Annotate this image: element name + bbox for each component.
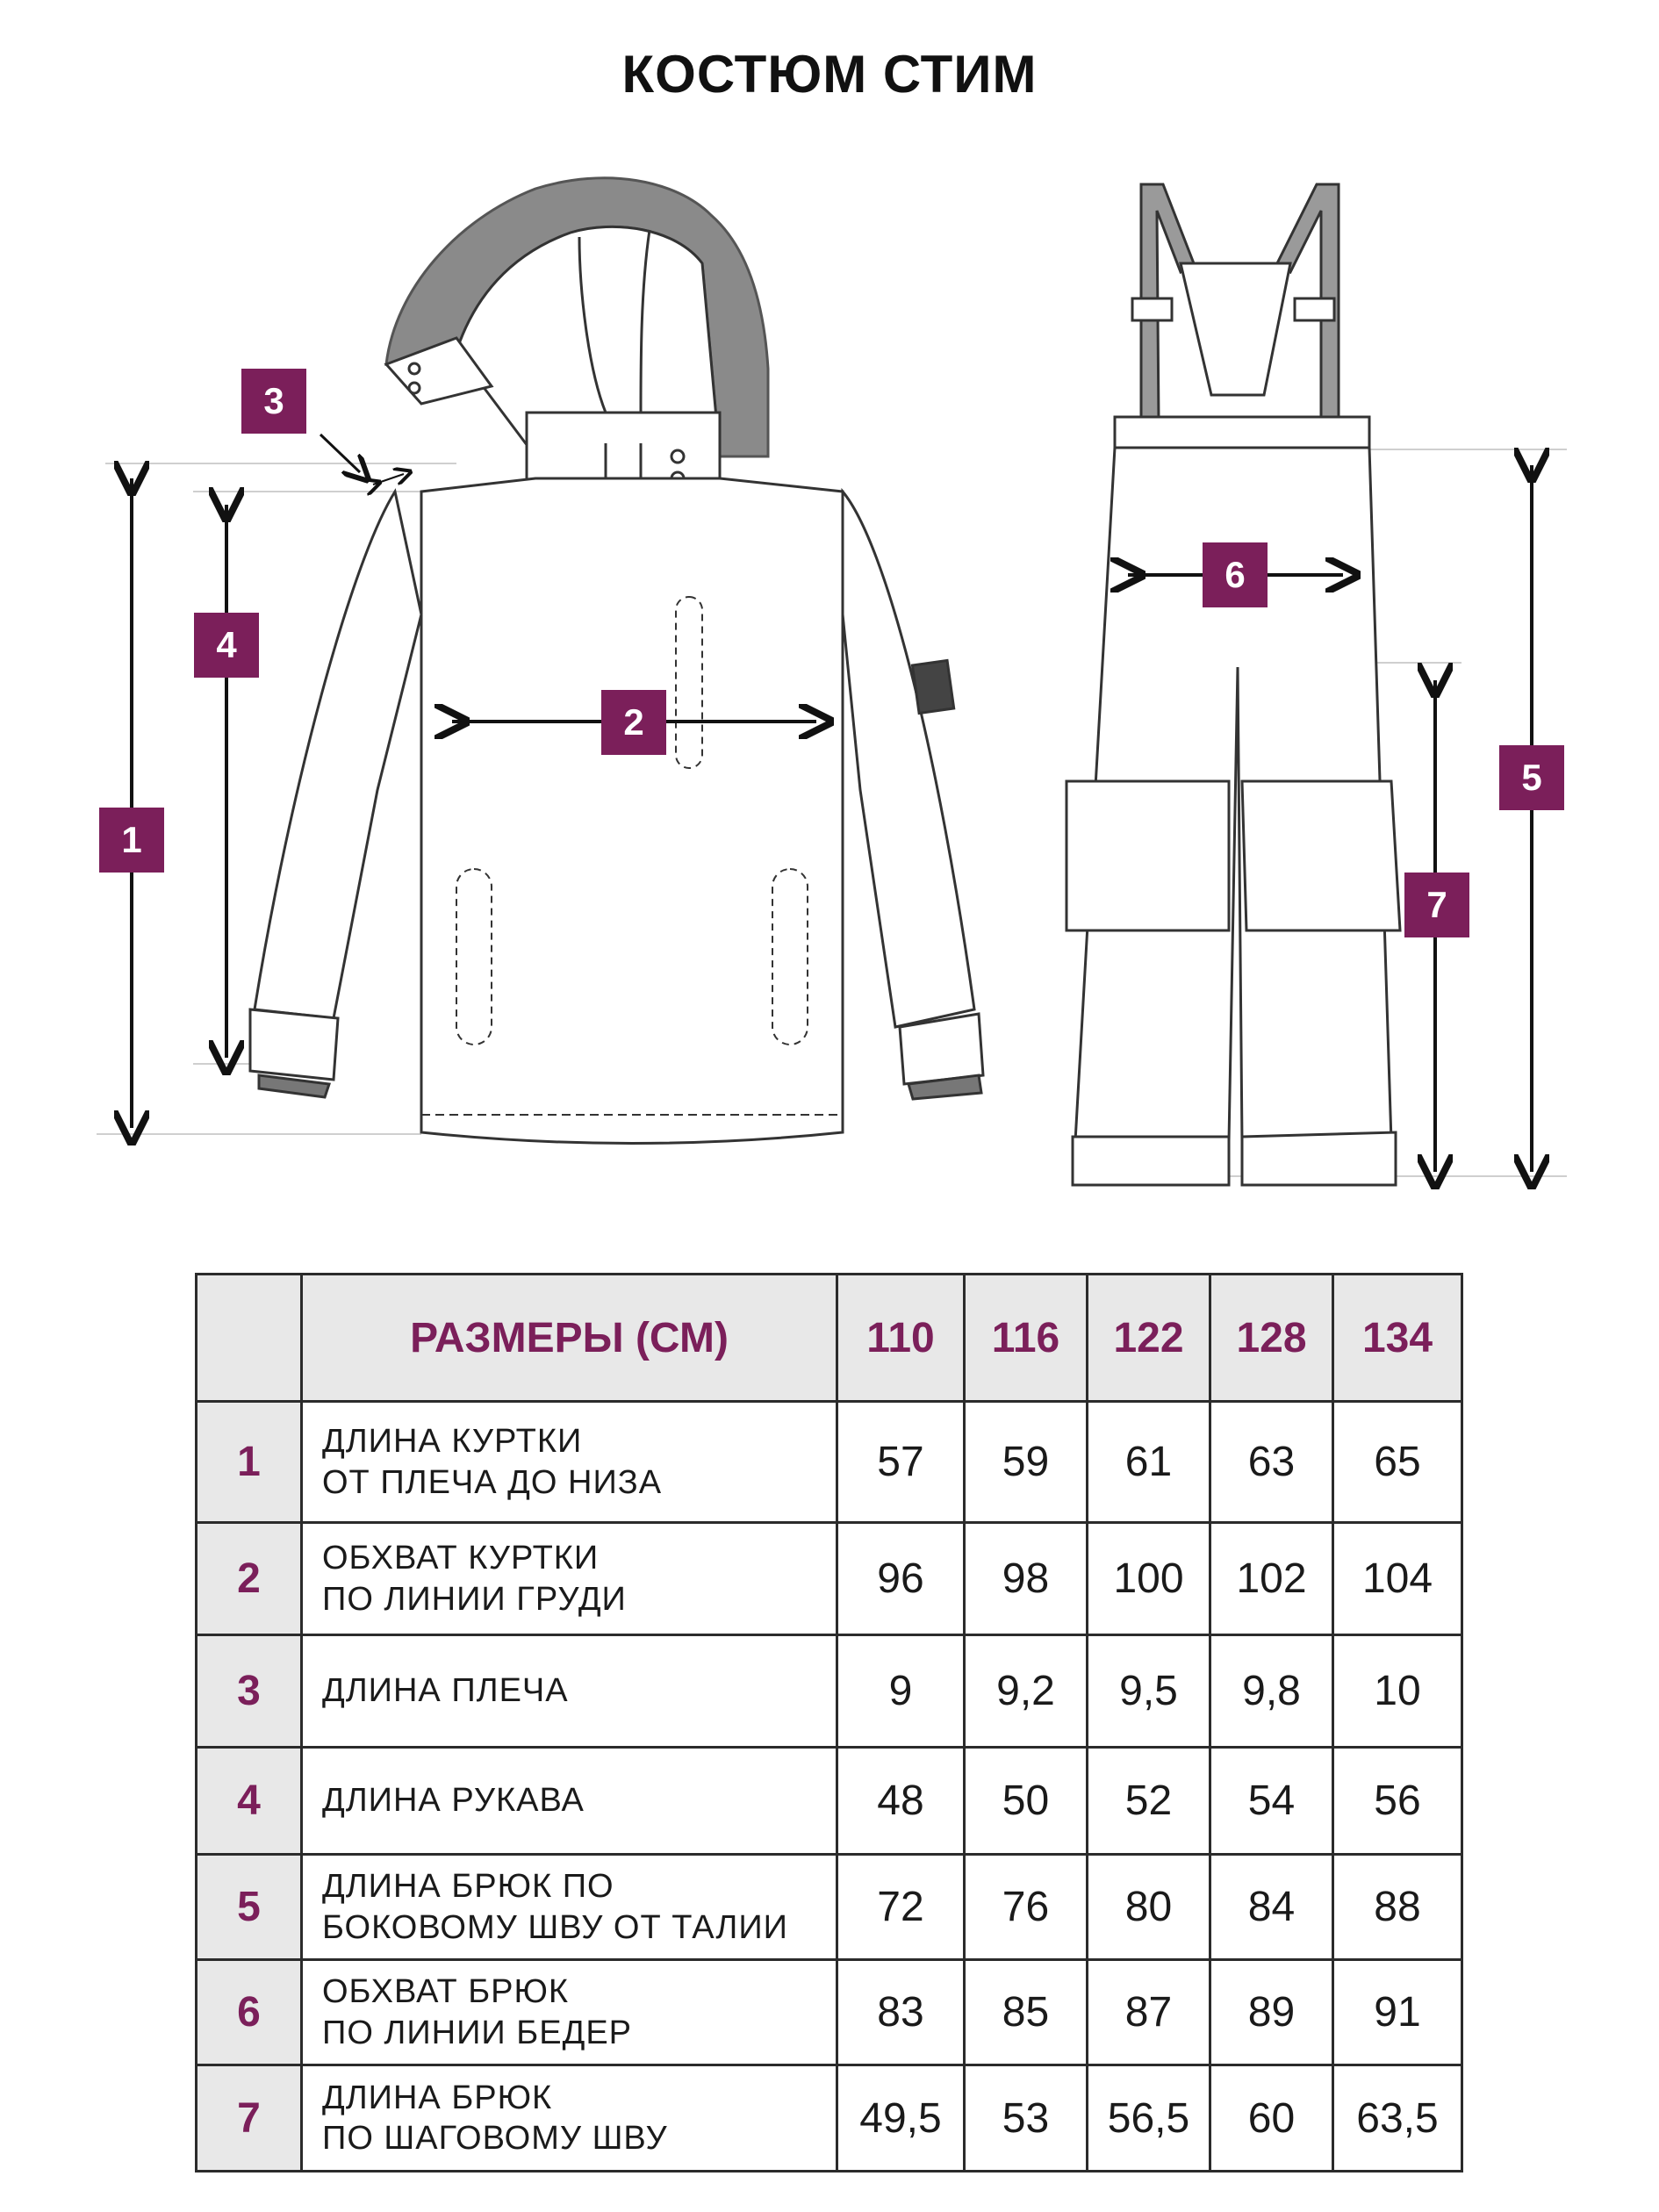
badge-2: 2: [601, 690, 666, 755]
row-number: 7: [197, 2065, 302, 2172]
size-134: 134: [1333, 1275, 1462, 1402]
value-cell: 63: [1210, 1402, 1333, 1523]
value-cell: 88: [1333, 1855, 1462, 1960]
badge-5: 5: [1499, 745, 1564, 810]
table-row: [197, 1523, 1462, 1635]
row-description: ДЛИНА БРЮК ПО БОКОВОМУ ШВУ ОТ ТАЛИИ: [302, 1855, 837, 1960]
value-cell: 56: [1333, 1748, 1462, 1855]
value-cell: 52: [1088, 1748, 1210, 1855]
row-description: ДЛИНА БРЮК ПО ШАГОВОМУ ШВУ: [302, 2065, 837, 2172]
jacket-drawing: [250, 178, 983, 1144]
value-cell: 59: [965, 1402, 1088, 1523]
value-cell: 102: [1210, 1523, 1333, 1635]
badge-4: 4: [194, 613, 259, 678]
table-row: [197, 1748, 1462, 1855]
row-number: 2: [197, 1523, 302, 1635]
page-title: КОСТЮМ СТИМ: [621, 45, 1038, 104]
value-cell: 96: [837, 1523, 965, 1635]
size-table: [195, 1273, 1463, 2172]
table-row: [197, 1855, 1462, 1960]
value-cell: 48: [837, 1748, 965, 1855]
table-row: [197, 1402, 1462, 1523]
row-description: ДЛИНА КУРТКИ ОТ ПЛЕЧА ДО НИЗА: [302, 1402, 837, 1523]
value-cell: 87: [1088, 1960, 1210, 2065]
size-122: 122: [1088, 1275, 1210, 1402]
value-cell: 60: [1210, 2065, 1333, 2172]
header-title: РАЗМЕРЫ (СМ): [302, 1275, 837, 1402]
value-cell: 57: [837, 1402, 965, 1523]
row-number: 6: [197, 1960, 302, 2065]
value-cell: 9: [837, 1635, 965, 1748]
value-cell: 72: [837, 1855, 965, 1960]
badge-7: 7: [1404, 873, 1469, 937]
value-cell: 56,5: [1088, 2065, 1210, 2172]
row-description: ОБХВАТ КУРТКИ ПО ЛИНИИ ГРУДИ: [302, 1523, 837, 1635]
value-cell: 9,8: [1210, 1635, 1333, 1748]
value-cell: 50: [965, 1748, 1088, 1855]
value-cell: 63,5: [1333, 2065, 1462, 2172]
size-110: 110: [837, 1275, 965, 1402]
table-header-row: [197, 1275, 1462, 1402]
value-cell: 83: [837, 1960, 965, 2065]
value-cell: 53: [965, 2065, 1088, 2172]
row-number: 1: [197, 1402, 302, 1523]
pants-drawing: [1066, 184, 1400, 1185]
size-116: 116: [965, 1275, 1088, 1402]
table-row: [197, 1960, 1462, 2065]
value-cell: 9,5: [1088, 1635, 1210, 1748]
header-corner: [197, 1275, 302, 1402]
value-cell: 91: [1333, 1960, 1462, 2065]
table-row: [197, 2065, 1462, 2172]
value-cell: 76: [965, 1855, 1088, 1960]
value-cell: 61: [1088, 1402, 1210, 1523]
table-row: [197, 1635, 1462, 1748]
value-cell: 84: [1210, 1855, 1333, 1960]
size-128: 128: [1210, 1275, 1333, 1402]
value-cell: 80: [1088, 1855, 1210, 1960]
badge-6: 6: [1203, 542, 1268, 607]
value-cell: 54: [1210, 1748, 1333, 1855]
value-cell: 85: [965, 1960, 1088, 2065]
row-number: 4: [197, 1748, 302, 1855]
value-cell: 104: [1333, 1523, 1462, 1635]
row-number: 3: [197, 1635, 302, 1748]
row-number: 5: [197, 1855, 302, 1960]
value-cell: 100: [1088, 1523, 1210, 1635]
row-description: ОБХВАТ БРЮК ПО ЛИНИИ БЕДЕР: [302, 1960, 837, 2065]
value-cell: 65: [1333, 1402, 1462, 1523]
value-cell: 98: [965, 1523, 1088, 1635]
badge-1: 1: [99, 808, 164, 873]
value-cell: 10: [1333, 1635, 1462, 1748]
value-cell: 9,2: [965, 1635, 1088, 1748]
row-description: ДЛИНА РУКАВА: [302, 1748, 837, 1855]
value-cell: 49,5: [837, 2065, 965, 2172]
value-cell: 89: [1210, 1960, 1333, 2065]
row-description: ДЛИНА ПЛЕЧА: [302, 1635, 837, 1748]
badge-3: 3: [241, 369, 306, 434]
